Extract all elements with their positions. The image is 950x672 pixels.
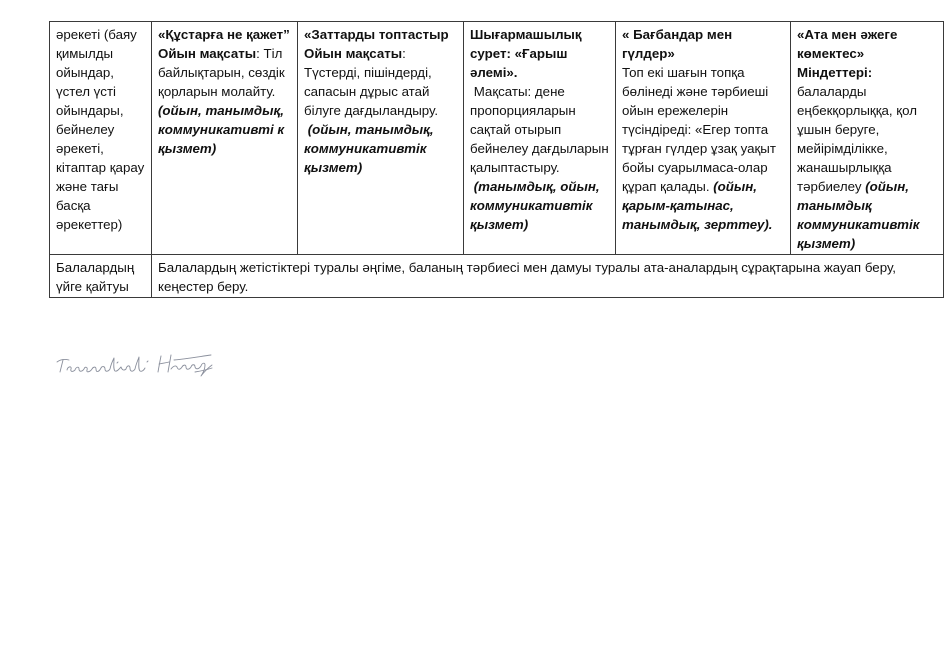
game-birds-cell	[152, 22, 298, 255]
drawing-space-cell	[464, 22, 616, 255]
gardeners-flowers-cell	[616, 22, 791, 255]
activity-type-cell	[50, 22, 152, 255]
going-home-text-cell	[152, 255, 944, 298]
game-birds-goal-label: Ойын мақсаты	[158, 46, 257, 61]
game-grouping-cell	[298, 22, 464, 255]
going-home-label: Балалардың үйге қайтуы	[56, 260, 135, 294]
activity-type-text: әрекеті (баяу қимылды ойындар, үстел үсті ойындары, бейнелеу әрекеті, кітаптар қарау және тағы басқа әрекеттер)	[56, 27, 145, 232]
game-birds-activities: (ойын, танымдық, коммуникативті к қызмет)	[158, 103, 285, 156]
gardeners-flowers-title: « Бағбандар мен гүлдер»	[622, 27, 733, 61]
gardeners-flowers-text: Топ екі шағын топқа бөлінеді және тәрбиеші ойын ережелерін түсіндіреді: «Егер топта тұрған гүлдер ұзақ уақыт бойы суарылмаса-олар құрап қалады.	[622, 65, 776, 194]
game-birds-goal-text: : Тіл байлықтарын, сөздік қорларын молайту.	[158, 46, 285, 99]
game-grouping-activities: (ойын, танымдық, коммуникативтік қызмет)	[304, 122, 438, 175]
going-home-text: Балалардың жетістіктері туралы әңгіме, баланың тәрбиесі мен дамуы туралы ата-аналардың сұрақтарына жауап беру, кеңестер беру.	[158, 260, 896, 294]
table-row-going-home	[50, 255, 944, 298]
help-grandparents-title: «Ата мен әжеге көмектес»	[797, 27, 898, 61]
going-home-label-cell	[50, 255, 152, 298]
drawing-space-goal: Мақсаты: дене пропорцияларын сақтай отырып бейнелеу дағдыларын қалыптастыру.	[470, 84, 613, 175]
game-grouping-goal-label: Ойын мақсаты	[304, 46, 403, 61]
help-grandparents-cell	[791, 22, 944, 255]
gardeners-flowers-activities: (ойын, қарым-қатынас, танымдық, зерттеу).	[622, 179, 773, 232]
help-grandparents-activities: (ойын, танымдық коммуникативтік қызмет)	[797, 179, 920, 251]
game-birds-title: «Құстарға не қажет”	[158, 27, 290, 42]
daily-plan-table	[49, 21, 944, 298]
drawing-space-title: Шығармашылық сурет: «Ғарыш әлемі».	[470, 27, 582, 80]
game-grouping-goal-text: : Түстерді, пішіндерді, сапасын дұрыс атай білуге дағдыландыру.	[304, 46, 439, 118]
help-grandparents-tasks-text: балаларды еңбекқорлыққа, қол ұшын беруге, мейірімділікке, жанашырлыққа тәрбиелеу	[797, 84, 917, 194]
table-row-activities	[50, 22, 944, 255]
drawing-space-activities: (танымдық, ойын, коммуникативтік қызмет)	[470, 179, 604, 232]
handwritten-signature	[55, 350, 220, 380]
game-grouping-title: «Заттарды топтастыр	[304, 27, 449, 42]
help-grandparents-tasks-label: Міндеттері:	[797, 65, 873, 80]
